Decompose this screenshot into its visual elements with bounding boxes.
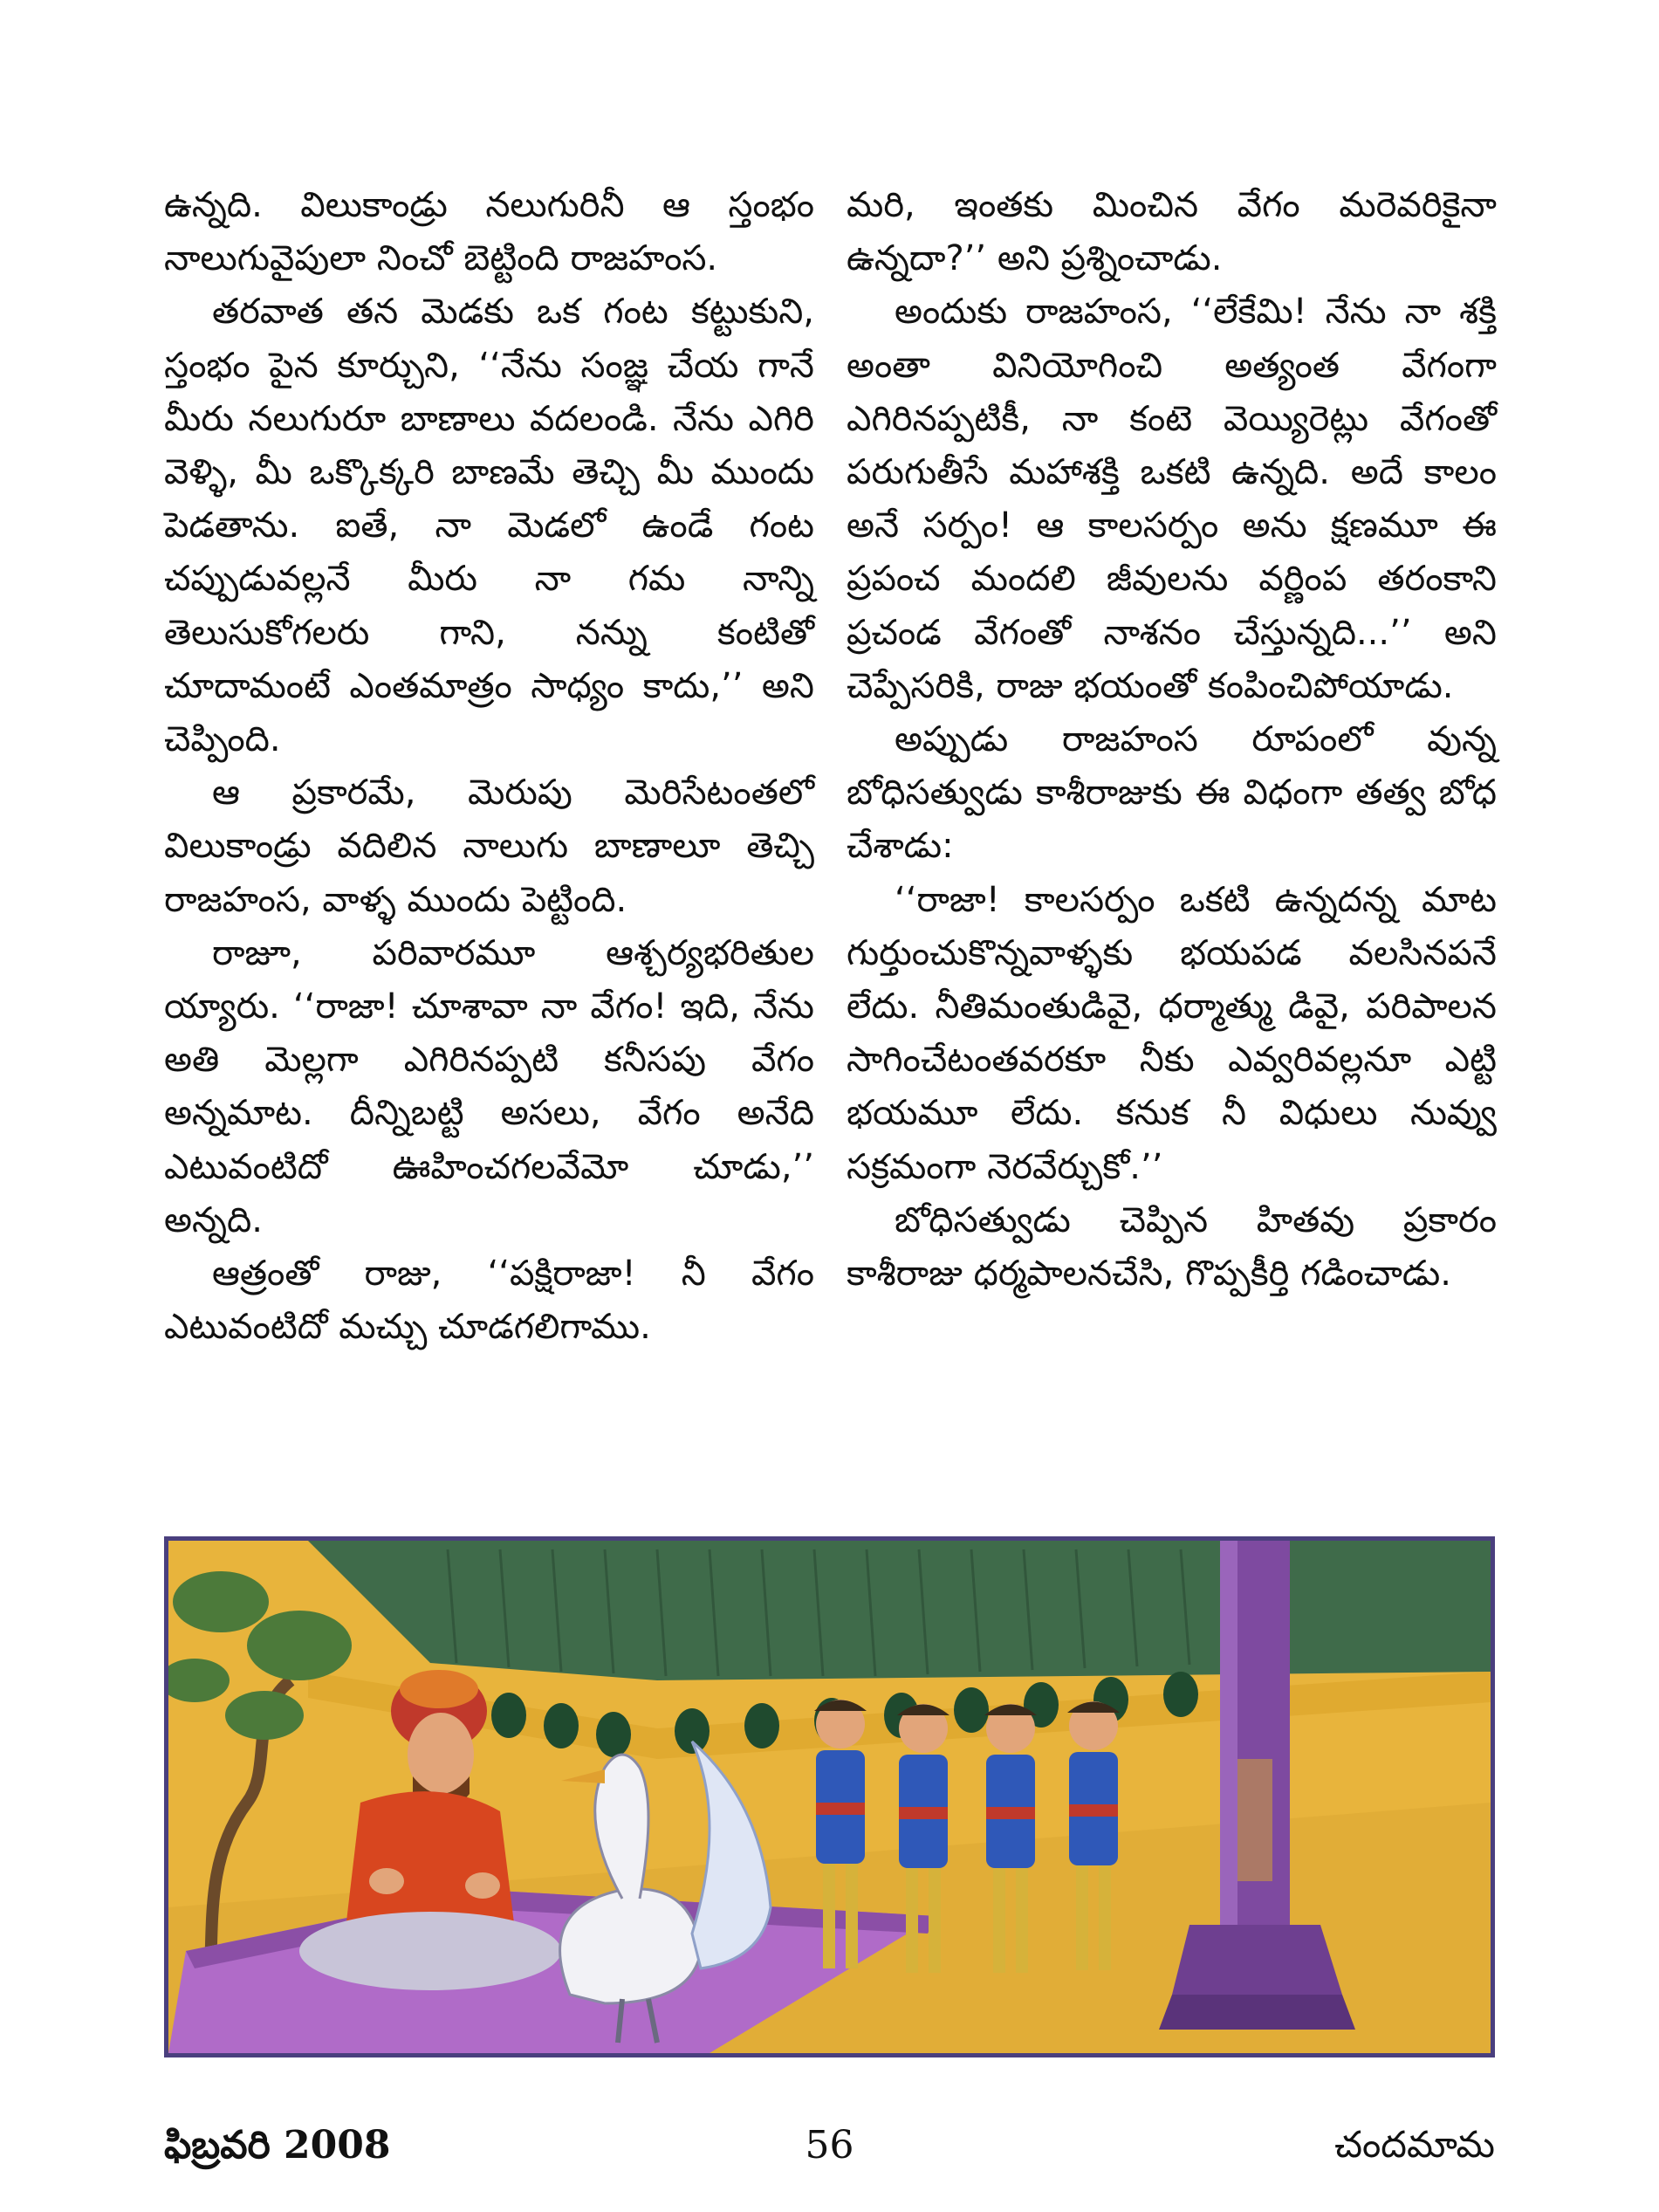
- right-column: [847, 179, 1497, 1301]
- illustration-drawing: [168, 1541, 1491, 2053]
- issue-date: ఫిబ్రవరి 2008: [164, 2123, 391, 2167]
- paragraph: ఉన్నది. విలుకాండ్రు నలుగురినీ ఆ స్తంభం నాలుగువైపులా నించో బెట్టింది రాజహంస.: [164, 185, 814, 279]
- paragraph: తరవాత తన మెడకు ఒక గంట కట్టుకుని, స్తంభం పైన కూర్చుని, ‘‘నేను సంజ్ఞ చేయ గానే మీరు నలుగురూ బాణాలు వదలండి. నేను ఎగిరి వెళ్ళి, మీ ఒక్కొక్కరి బాణమే తెచ్చి మీ ముందు పెడతాను. ఐతే, నా మెడలో ఉండే గంట చప్పుడువల్లనే మీరు నా గమ నాన్ని తెలుసుకోగలరు గాని, నన్ను కంటితో చూదామంటే ఎంతమాత్రం సాధ్యం కాదు,’’ అని చెప్పింది.: [164, 292, 814, 760]
- paragraph: రాజూ, పరివారమూ ఆశ్చర్యభరితుల య్యారు. ‘‘రాజా! చూశావా నా వేగం! ఇది, నేను అతి మెల్లగా ఎగిరినప్పటి కనీసపు వేగం అన్నమాట. దీన్నిబట్టి అసలు, వేగం అనేది ఎటువంటిదో ఊహించగలవేమో చూడు,’’ అన్నది.: [164, 932, 814, 1240]
- paragraph: ‘‘రాజా! కాలసర్పం ఒకటి ఉన్నదన్న మాట గుర్తుంచుకొన్నవాళ్ళకు భయపడ వలసినపనే లేదు. నీతిమంతుడివై, ధర్మాత్ము డివై, పరిపాలన సాగించేటంతవరకూ నీకు ఎవ్వరివల్లనూ ఎట్టి భయమూ లేదు. కనుక నీ విధులు నువ్వు సక్రమంగా నెరవేర్చుకో.’’: [847, 879, 1497, 1187]
- page-number: 56: [805, 2123, 854, 2167]
- paragraph: మరి, ఇంతకు మించిన వేగం మరెవరికైనా ఉన్నదా?’’ అని ప్రశ్నించాడు.: [847, 185, 1497, 279]
- story-illustration: [164, 1536, 1495, 2057]
- paragraph: ఆ ప్రకారమే, మెరుపు మెరిసేటంతలో విలుకాండ్రు వదిలిన నాలుగు బాణాలూ తెచ్చి రాజహంస, వాళ్ళ ముందు పెట్టింది.: [164, 773, 814, 920]
- left-column: [164, 179, 814, 1354]
- magazine-name: చందమామ: [1334, 2123, 1495, 2166]
- paragraph: అప్పుడు రాజహంస రూపంలో వున్న బోధిసత్వుడు కాశీరాజుకు ఈ విధంగా తత్వ బోధ చేశాడు:: [847, 719, 1497, 867]
- paragraph: ఆత్రంతో రాజు, ‘‘పక్షిరాజా! నీ వేగం ఎటువంటిదో మచ్చు చూడగలిగాము.: [164, 1254, 814, 1348]
- paragraph: అందుకు రాజహంస, ‘‘లేకేమి! నేను నా శక్తి అంతా వినియోగించి అత్యంత వేగంగా ఎగిరినప్పటికీ, నా కంటె వెయ్యిరెట్లు వేగంతో పరుగుతీసే మహాశక్తి ఒకటి ఉన్నది. అదే కాలం అనే సర్పం! ఆ కాలసర్పం అను క్షణమూ ఈ ప్రపంచ మందలి జీవులను వర్ణింప తరంకాని ప్రచండ వేగంతో నాశనం చేస్తున్నది...’’ అని చెప్పేసరికి, రాజు భయంతో కంపించిపోయాడు.: [847, 292, 1497, 706]
- paragraph: బోధిసత్వుడు చెప్పిన హితవు ప్రకారం కాశీరాజు ధర్మపాలనచేసి, గొప్పకీర్తి గడించాడు.: [847, 1199, 1497, 1295]
- forest-background: [308, 1541, 1491, 1680]
